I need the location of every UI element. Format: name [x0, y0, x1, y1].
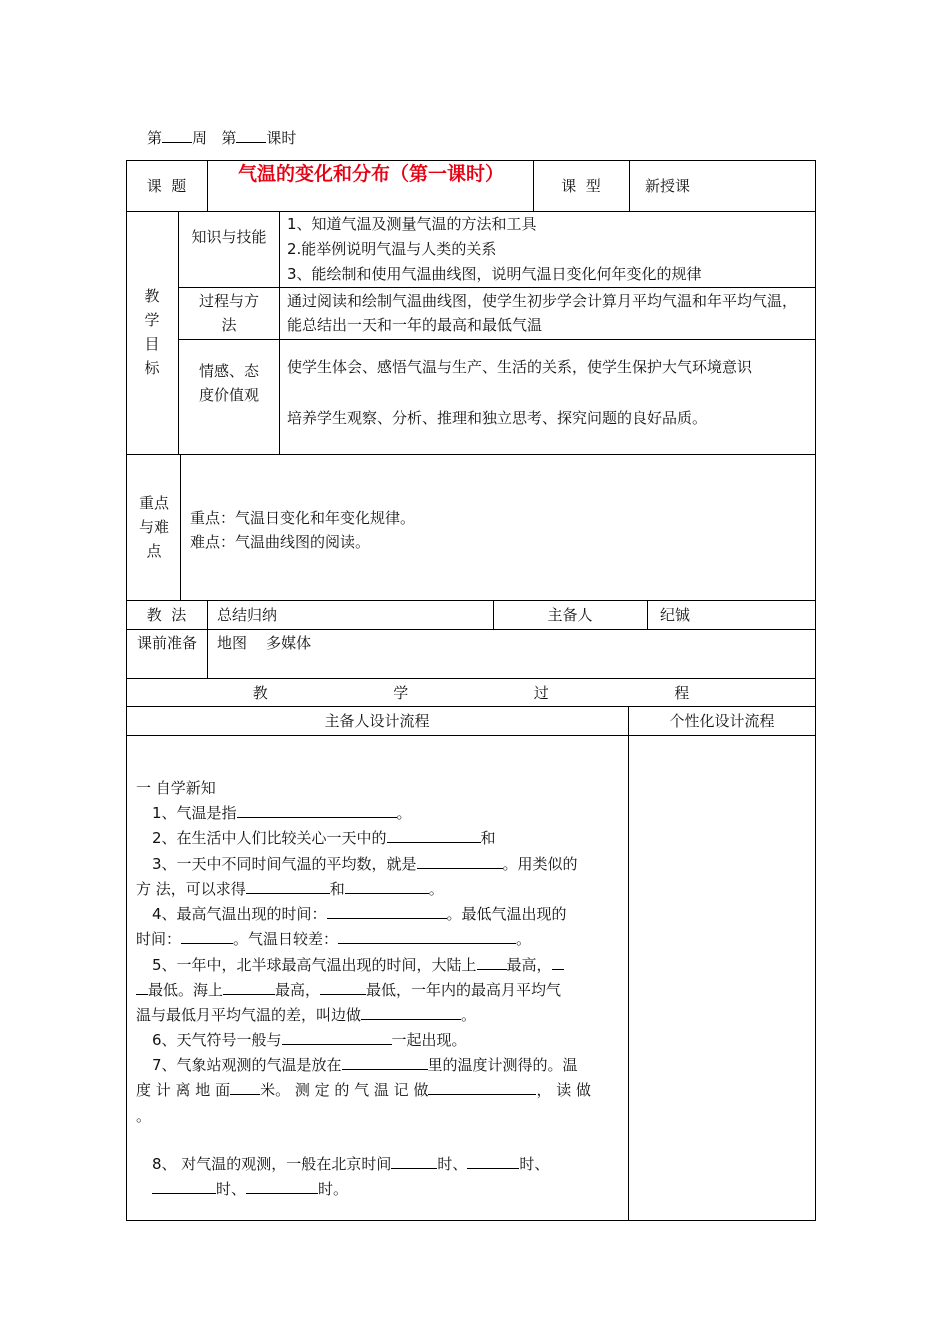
question-5-cont-2: 温与最低月平均气温的差，叫边做 。: [136, 1006, 477, 1024]
type-label: 课 型: [561, 177, 601, 195]
section-title: 一 自学新知: [136, 779, 216, 797]
emotion-label: 情感、态度价值观: [198, 362, 259, 404]
question-4: 4、最高气温出现的时间： 。最低气温出现的: [152, 905, 567, 923]
question-7-cont: 度 计 离 地 面 米。 测 定 的 气 温 记 做 ， 读 做: [136, 1081, 592, 1099]
question-7: 7、气象站观测的气温是放在 里的温度计测得的。温: [152, 1056, 578, 1074]
question-2: 2、在生活中人们比较关心一天中的 和: [152, 829, 496, 847]
type-value: 新授课: [645, 177, 691, 195]
knowledge-item-2: 2.能举例说明气温与人类的关系: [287, 240, 497, 258]
lesson-header: [147, 127, 296, 148]
header-week: 周: [192, 129, 208, 147]
question-3-cont: 方 法，可以求得 和 。: [136, 880, 444, 898]
key-point: 重点：气温日变化和年变化规律。: [190, 509, 416, 527]
method-label: 教 法: [146, 606, 187, 624]
main-design-header: 主备人设计流程: [324, 712, 430, 730]
process-title: 教 学 过 程: [252, 684, 690, 702]
knowledge-item-1: 1、知道气温及测量气温的方法和工具: [287, 215, 537, 233]
preparer-label: 主备人: [547, 606, 593, 624]
method-value: 总结归纳: [217, 606, 278, 624]
emotion-text-1: 使学生体会、感悟气温与生产、生活的关系，使学生保护大气环境意识: [287, 358, 753, 376]
question-5: 5、一年中，北半球最高气温出现的时间，大陆上 最高，: [152, 953, 636, 978]
process-text: 通过阅读和绘制气温曲线图，使学生初步学会计算月平均气温和年平均气温，能总结出一天和一年的最高和最低气温: [287, 292, 798, 334]
week-blank: [162, 128, 192, 143]
preparer-name: 纪铖: [660, 606, 691, 624]
question-5-cont: 最低。海上 最高， 最低，一年内的最高月平均气: [136, 978, 620, 1003]
prep-label: 课前准备: [136, 634, 197, 652]
question-4-cont: 时间： 。气温日较差： 。: [136, 930, 532, 948]
question-8: 8、 对气温的观测，一般在北京时间 时、 时、: [152, 1155, 550, 1173]
question-8-cont: 时、 时。: [152, 1177, 636, 1202]
header-di2: 第: [221, 129, 237, 147]
prep-value: 地图 多媒体: [217, 634, 312, 652]
header-lesson: 课时: [266, 129, 297, 147]
emotion-text-2: 培养学生观察、分析、推理和独立思考、探究问题的良好品质。: [287, 409, 708, 427]
focus-label: 重点与难点: [138, 494, 169, 560]
question-7-cont-2: 。: [136, 1107, 152, 1125]
personal-design-header: 个性化设计流程: [669, 712, 775, 730]
knowledge-item-3: 3、能绘制和使用气温曲线图，说明气温日变化何年变化的规律: [287, 265, 702, 283]
lesson-title: 气温的变化和分布（第一课时）: [237, 163, 504, 185]
header-di: 第: [147, 129, 163, 147]
lesson-blank: [236, 128, 266, 143]
question-6: 6、天气符号一般与 一起出现。: [152, 1031, 467, 1049]
topic-label: 课 题: [146, 177, 187, 195]
goals-label: 教学目标: [144, 287, 160, 377]
question-1: 1、气温是指 。: [152, 804, 412, 822]
process-label: 过程与方法: [198, 292, 259, 334]
difficult-point: 难点：气温曲线图的阅读。: [190, 533, 371, 551]
question-3: 3、一天中不同时间气温的平均数，就是 。用类似的: [152, 855, 578, 873]
knowledge-label: 知识与技能: [191, 228, 267, 246]
